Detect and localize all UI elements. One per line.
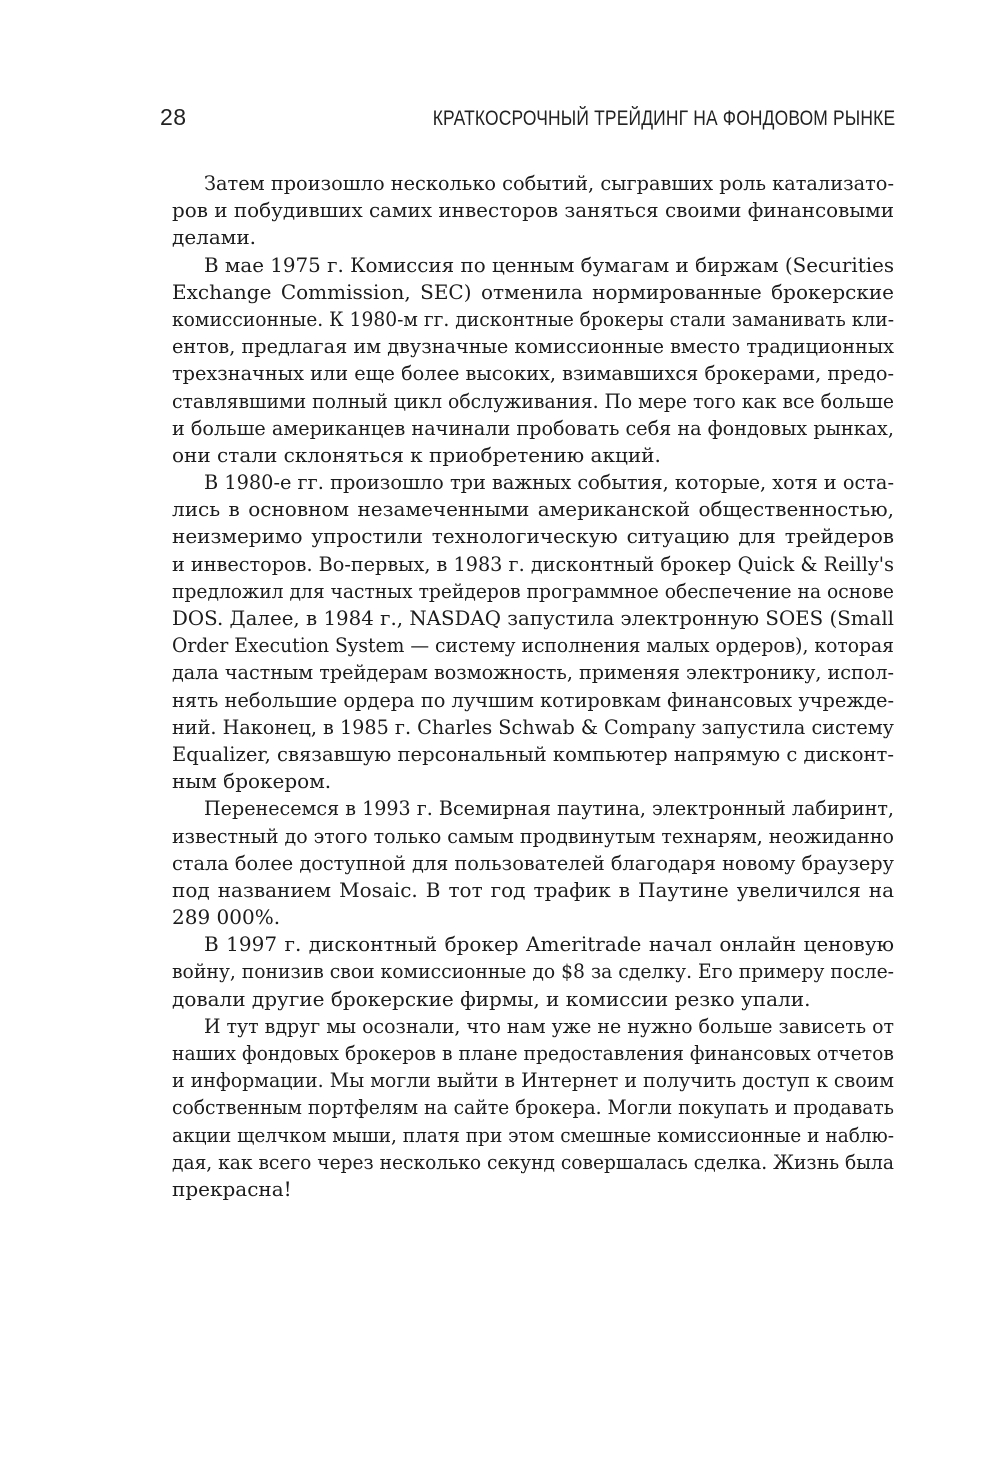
- text-line: лись в основном незамеченными американской общественностью,: [172, 497, 894, 522]
- text-line: комиссионные. К 1980-м гг. дисконтные брокеры стали заманивать кли-: [172, 306, 895, 331]
- text-line: ставлявшими полный цикл обслуживания. По мере того как все больше: [172, 388, 894, 413]
- text-line: трехзначных или еще более высоких, взимавшихся брокерами, предо-: [172, 361, 895, 386]
- text-line: ентов, предлагая им двузначные комиссионные вместо традиционных: [172, 334, 895, 359]
- text-line: ным брокером.: [172, 769, 332, 794]
- text-line: Exchange Commission, SEC) отменила нормированные брокерские: [172, 279, 894, 304]
- text-line: и информации. Мы могли выйти в Интернет и получить доступ к своим: [172, 1068, 894, 1093]
- paragraph: [172, 469, 894, 795]
- text-line: наших фондовых брокеров в плане предоставления финансовых отчетов: [172, 1041, 894, 1065]
- text-line: И тут вдруг мы осознали, что нам уже не нужно больше зависеть от: [204, 1013, 894, 1038]
- text-line: ний. Наконец, в 1985 г. Charles Schwab & Company запустила систему: [172, 714, 894, 739]
- text-line: под названием Mosaic. В тот год трафик в Паутине увеличился на: [172, 877, 894, 902]
- text-line: Перенесемся в 1993 г. Всемирная паутина, электронный лабиринт,: [204, 796, 894, 821]
- text-line: В 1997 г. дисконтный брокер Ameritrade начал онлайн ценовую: [204, 932, 894, 957]
- running-title: КРАТКОСРОЧНЫЙ ТРЕЙДИНГ НА ФОНДОВОМ РЫНКЕ: [432, 107, 895, 130]
- text-line: и инвесторов. Во-первых, в 1983 г. дисконтный брокер Quick & Reilly's: [172, 551, 894, 576]
- text-line: предложил для частных трейдеров программное обеспечение на основе: [172, 578, 894, 603]
- page-header: [160, 104, 895, 138]
- text-line: В 1980-е гг. произошло три важных события, которые, хотя и оста-: [204, 470, 894, 495]
- text-line: нять небольшие ордера по лучшим котировкам финансовых учрежде-: [172, 687, 895, 712]
- text-line: неизмеримо упростили технологическую ситуацию для трейдеров: [172, 524, 894, 549]
- text-line: делами.: [172, 225, 257, 250]
- text-line: DOS. Далее, в 1984 г., NASDAQ запустила электронную SOES (Small: [172, 606, 895, 630]
- text-line: известный до этого только самым продвинутым технарям, неожиданно: [172, 823, 894, 848]
- text-line: В мае 1975 г. Комиссия по ценным бумагам и биржам (Securities: [204, 252, 895, 277]
- text-line: Затем произошло несколько событий, сыгравших роль катализато-: [204, 171, 894, 195]
- text-line: и больше американцев начинали пробовать себя на фондовых рынках,: [172, 415, 894, 440]
- text-line: 289 000%.: [172, 905, 281, 930]
- text-line: Order Execution System — систему исполнения малых ордеров), которая: [172, 633, 894, 658]
- paragraph: [172, 170, 894, 252]
- text-line: акции щелчком мыши, платя при этом смешные комиссионные и наблю-: [172, 1122, 895, 1147]
- paragraph: [172, 931, 894, 1013]
- text-line: они стали склоняться к приобретению акций.: [172, 442, 661, 467]
- page-number: 28: [160, 104, 187, 130]
- text-line: войну, понизив свои комиссионные до $8 за сделку. Его примеру после-: [172, 959, 894, 984]
- text-line: довали другие брокерские фирмы, и комиссии резко упали.: [172, 986, 811, 1011]
- paragraph: [172, 1013, 894, 1203]
- paragraph: [172, 795, 894, 931]
- paragraph: [172, 252, 894, 470]
- text-line: собственным портфелям на сайте брокера. Могли покупать и продавать: [172, 1095, 894, 1120]
- text-line: Equalizer, связавшую персональный компьютер напрямую с дисконт-: [172, 741, 894, 766]
- text-line: ров и побудивших самих инвесторов заняться своими финансовыми: [172, 198, 895, 223]
- body-text: [172, 170, 894, 1203]
- text-line: стала более доступной для пользователей благодаря новому браузеру: [172, 850, 894, 875]
- text-line: прекрасна!: [172, 1176, 292, 1201]
- text-line: дала частным трейдерам возможность, применяя электронику, испол-: [172, 660, 894, 685]
- text-line: дая, как всего через несколько секунд совершалась сделка. Жизнь была: [172, 1149, 894, 1174]
